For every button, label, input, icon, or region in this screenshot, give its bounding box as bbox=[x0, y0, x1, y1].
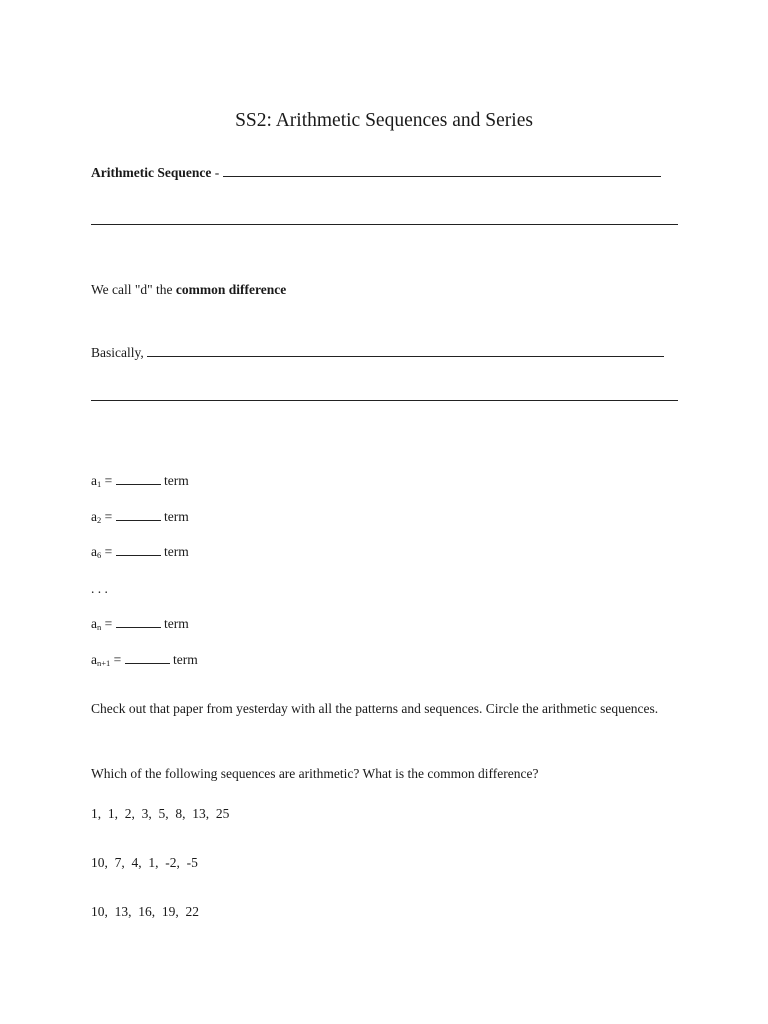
sequence-2: 10, 7, 4, 1, -2, -5 bbox=[91, 855, 198, 870]
term-base: a bbox=[91, 544, 97, 559]
basically-blank-line-2 bbox=[91, 400, 678, 401]
term-subscript: n bbox=[97, 622, 102, 632]
basically-line bbox=[91, 345, 664, 361]
term-a2 bbox=[91, 509, 189, 525]
term-base: a bbox=[91, 616, 97, 631]
term-suffix: term bbox=[160, 544, 189, 559]
term-an1 bbox=[91, 652, 198, 668]
term-an bbox=[91, 616, 189, 632]
basically-label: Basically, bbox=[91, 345, 148, 360]
page-title: SS2: Arithmetic Sequences and Series bbox=[235, 110, 533, 131]
term-blank bbox=[116, 544, 161, 556]
term-suffix: term bbox=[160, 616, 189, 631]
term-a6 bbox=[91, 544, 189, 560]
term-suffix: term bbox=[160, 473, 189, 488]
instruction-which-arithmetic: Which of the following sequences are arithmetic? What is the common difference? bbox=[91, 766, 539, 781]
term-base: a bbox=[91, 652, 97, 667]
term-subscript: 1 bbox=[97, 479, 102, 489]
term-blank bbox=[116, 616, 161, 628]
term-a1 bbox=[91, 473, 189, 489]
term-base: a bbox=[91, 473, 97, 488]
definition-separator: - bbox=[211, 165, 223, 180]
term-suffix: term bbox=[160, 509, 189, 524]
term-blank bbox=[116, 509, 161, 521]
term-subscript: n+1 bbox=[97, 658, 111, 668]
term-subscript: 2 bbox=[97, 515, 102, 525]
term-subscript: 6 bbox=[97, 550, 102, 560]
term-equals: = bbox=[110, 652, 125, 667]
common-difference-term: common difference bbox=[175, 282, 287, 297]
term-equals: = bbox=[101, 616, 116, 631]
term-equals: = bbox=[101, 473, 116, 488]
definition-blank bbox=[223, 165, 661, 177]
ellipsis: . . . bbox=[91, 581, 108, 596]
sequence-3: 10, 13, 16, 19, 22 bbox=[91, 904, 199, 919]
instruction-circle-arithmetic: Check out that paper from yesterday with all the patterns and sequences. Circle the arithmetic sequences. bbox=[91, 701, 659, 716]
basically-blank bbox=[147, 345, 664, 357]
term-equals: = bbox=[101, 544, 116, 559]
term-blank bbox=[116, 473, 161, 485]
term-equals: = bbox=[101, 509, 116, 524]
definition-line bbox=[91, 165, 661, 181]
sequence-1: 1, 1, 2, 3, 5, 8, 13, 25 bbox=[91, 806, 230, 821]
definition-term: Arithmetic Sequence bbox=[91, 165, 212, 180]
common-difference-line bbox=[91, 282, 286, 298]
definition-blank-line-2 bbox=[91, 224, 678, 225]
term-suffix: term bbox=[169, 652, 198, 667]
common-difference-prefix: We call "d" the bbox=[91, 282, 176, 297]
term-blank bbox=[125, 652, 170, 664]
term-base: a bbox=[91, 509, 97, 524]
